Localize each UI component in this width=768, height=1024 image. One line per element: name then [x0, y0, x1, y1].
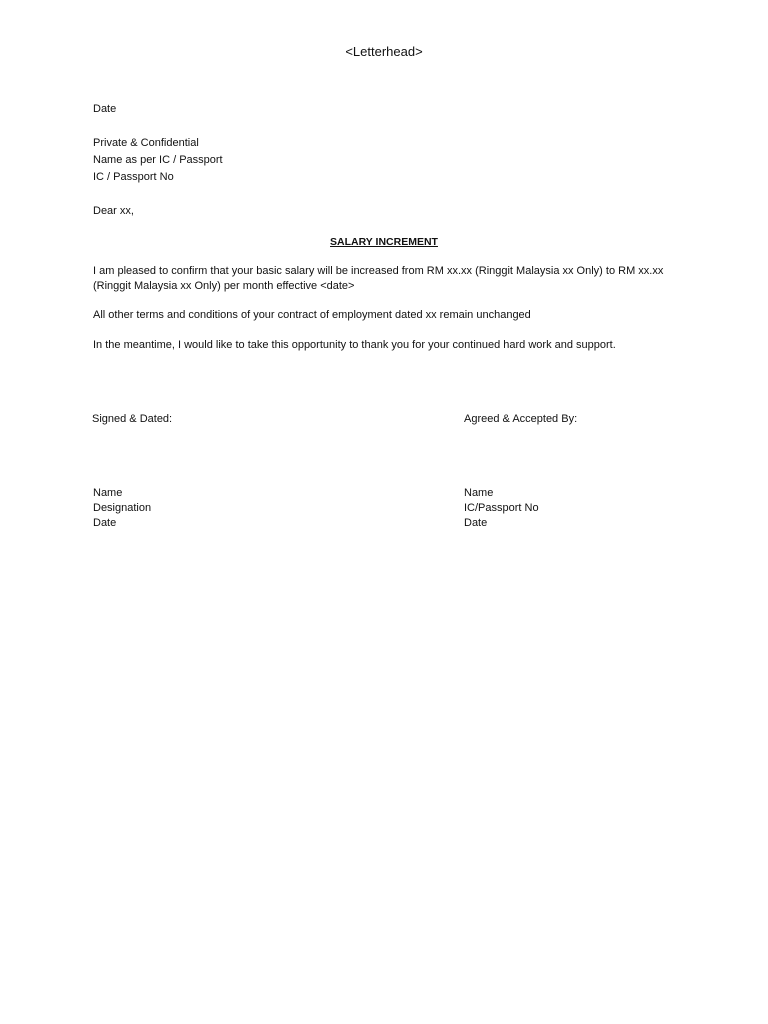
recipient-name: Name as per IC / Passport — [93, 154, 223, 166]
employee-id: IC/Passport No — [464, 502, 539, 514]
salutation: Dear xx, — [93, 205, 134, 217]
employee-date: Date — [464, 517, 488, 529]
signed-dated-heading: Signed & Dated: — [92, 413, 173, 425]
signer-date: Date — [93, 517, 117, 529]
signer-designation: Designation — [93, 502, 152, 514]
signer-name: Name — [93, 487, 123, 499]
body-paragraph-terms: All other terms and conditions of your contract of employment dated xx remain unchanged — [93, 309, 531, 321]
agreed-accepted-heading: Agreed & Accepted By: — [464, 413, 578, 425]
letterhead: <Letterhead> — [345, 44, 423, 59]
recipient-id: IC / Passport No — [93, 171, 174, 183]
body-paragraph-thanks: In the meantime, I would like to take this opportunity to thank you for your continued hard work and support. — [93, 339, 616, 351]
body-paragraph-salary: I am pleased to confirm that your basic salary will be increased from RM xx.xx (Ringgit Malaysia xx Only) to RM xx.xx (Ringgit Malaysia xx Only) per month effective <date> — [93, 265, 664, 292]
subject-heading: SALARY INCREMENT — [330, 236, 438, 248]
employee-name: Name — [464, 487, 494, 499]
date-label: Date — [93, 103, 117, 115]
recipient-confidential: Private & Confidential — [93, 137, 199, 149]
